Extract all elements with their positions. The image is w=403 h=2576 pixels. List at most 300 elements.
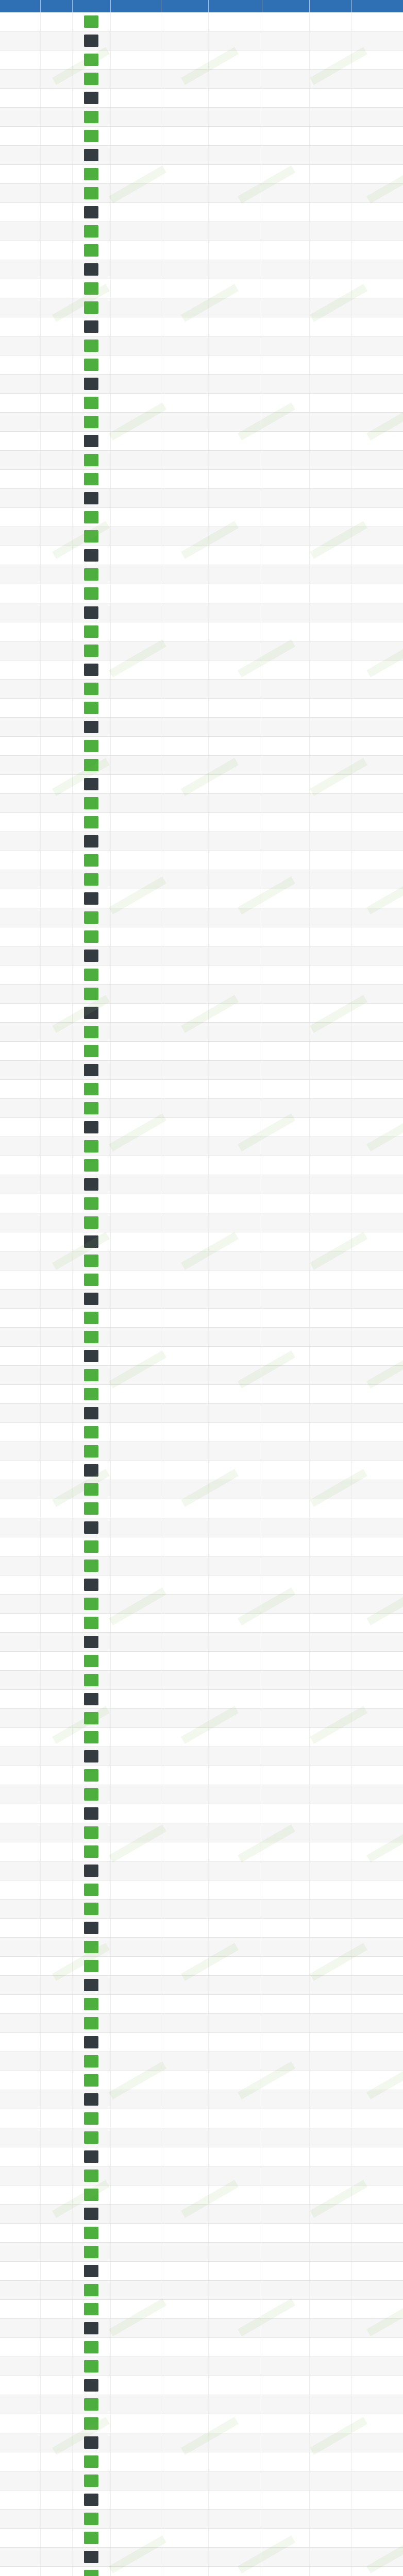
thumbnail-icon[interactable] <box>84 1845 98 1858</box>
thumbnail-icon[interactable] <box>84 1903 98 1915</box>
table-row[interactable] <box>0 680 403 699</box>
table-cell <box>110 1042 161 1061</box>
table-row[interactable] <box>0 1251 403 1270</box>
table-row[interactable] <box>0 394 403 413</box>
thumbnail-icon[interactable] <box>84 168 98 180</box>
thumbnail-icon[interactable] <box>84 73 98 85</box>
thumbnail-icon[interactable] <box>84 969 98 981</box>
thumbnail-icon[interactable] <box>84 2227 98 2239</box>
thumbnail-icon[interactable] <box>84 1483 98 1496</box>
table-row[interactable] <box>0 2529 403 2548</box>
table-row[interactable] <box>0 1080 403 1099</box>
table-row[interactable] <box>0 1785 403 1804</box>
table-row[interactable] <box>0 1919 403 1938</box>
thumbnail-icon[interactable] <box>84 2570 98 2576</box>
thumbnail-icon[interactable] <box>84 1083 98 1095</box>
table-row[interactable] <box>0 1290 403 1309</box>
table-row[interactable] <box>0 699 403 718</box>
table-cell <box>72 1518 110 1537</box>
table-row[interactable] <box>0 2224 403 2243</box>
thumbnail-icon[interactable] <box>84 2436 98 2449</box>
table-row[interactable] <box>0 1309 403 1328</box>
table-row[interactable] <box>0 794 403 813</box>
thumbnail-icon[interactable] <box>84 2246 98 2258</box>
thumbnail-icon[interactable] <box>84 1007 98 1019</box>
table-row[interactable] <box>0 527 403 546</box>
table-row[interactable] <box>0 2357 403 2376</box>
table-row[interactable] <box>0 851 403 870</box>
thumbnail-icon[interactable] <box>84 1579 98 1591</box>
table-row[interactable] <box>0 1423 403 1442</box>
table-row[interactable] <box>0 1728 403 1747</box>
table-row[interactable] <box>0 1976 403 1995</box>
thumbnail-icon[interactable] <box>84 187 98 199</box>
thumbnail-icon[interactable] <box>84 1159 98 1172</box>
thumbnail-icon[interactable] <box>84 930 98 943</box>
thumbnail-icon[interactable] <box>84 2379 98 2392</box>
table-row[interactable] <box>0 1118 403 1137</box>
thumbnail-icon[interactable] <box>84 1750 98 1762</box>
thumbnail-icon[interactable] <box>84 2360 98 2372</box>
table-row[interactable] <box>0 1213 403 1232</box>
table-row[interactable] <box>0 470 403 489</box>
thumbnail-icon[interactable] <box>84 2150 98 2163</box>
thumbnail-icon[interactable] <box>84 473 98 485</box>
table-row[interactable] <box>0 1614 403 1633</box>
table-row[interactable] <box>0 546 403 565</box>
table-row[interactable] <box>0 2471 403 2490</box>
table-row[interactable] <box>0 2548 403 2567</box>
thumbnail-icon[interactable] <box>84 2532 98 2544</box>
thumbnail-icon[interactable] <box>84 1064 98 1076</box>
table-row[interactable] <box>0 260 403 279</box>
table-cell <box>40 2548 72 2567</box>
table-row[interactable] <box>0 908 403 927</box>
table-cell <box>0 2109 40 2128</box>
table-row[interactable] <box>0 622 403 641</box>
table-row[interactable] <box>0 1556 403 1575</box>
thumbnail-icon[interactable] <box>84 1560 98 1572</box>
table-cell <box>208 2376 262 2395</box>
thumbnail-icon[interactable] <box>84 988 98 1000</box>
thumbnail-icon[interactable] <box>84 2322 98 2334</box>
table-row[interactable] <box>0 1537 403 1556</box>
table-row[interactable] <box>0 1709 403 1728</box>
table-row[interactable] <box>0 413 403 432</box>
table-row[interactable] <box>0 108 403 127</box>
thumbnail-icon[interactable] <box>84 206 98 218</box>
table-row[interactable] <box>0 718 403 737</box>
table-row[interactable] <box>0 375 403 394</box>
thumbnail-icon[interactable] <box>84 549 98 562</box>
table-row[interactable] <box>0 432 403 451</box>
thumbnail-icon[interactable] <box>84 797 98 809</box>
table-row[interactable] <box>0 1137 403 1156</box>
table-row[interactable] <box>0 1270 403 1290</box>
table-row[interactable] <box>0 1575 403 1595</box>
table-row[interactable] <box>0 2052 403 2071</box>
table-row[interactable] <box>0 1194 403 1213</box>
thumbnail-icon[interactable] <box>84 1216 98 1229</box>
thumbnail-icon[interactable] <box>84 816 98 828</box>
thumbnail-icon[interactable] <box>84 1788 98 1801</box>
table-cell <box>0 1251 40 1270</box>
thumbnail-icon[interactable] <box>84 1407 98 1419</box>
thumbnail-icon[interactable] <box>84 225 98 238</box>
column-header[interactable] <box>161 0 208 12</box>
thumbnail-icon[interactable] <box>84 1140 98 1153</box>
thumbnail-icon[interactable] <box>84 530 98 543</box>
table-row[interactable] <box>0 1385 403 1404</box>
thumbnail-icon[interactable] <box>84 1197 98 1210</box>
table-row[interactable] <box>0 2281 403 2300</box>
table-cell <box>161 1442 208 1461</box>
table-row[interactable] <box>0 146 403 165</box>
thumbnail-icon[interactable] <box>84 35 98 47</box>
thumbnail-icon[interactable] <box>84 873 98 886</box>
table-row[interactable] <box>0 2128 403 2147</box>
table-row[interactable] <box>0 2185 403 2205</box>
thumbnail-icon[interactable] <box>84 149 98 161</box>
thumbnail-icon[interactable] <box>84 1464 98 1477</box>
column-header[interactable] <box>309 0 351 12</box>
table-row[interactable] <box>0 2205 403 2224</box>
column-header[interactable] <box>262 0 309 12</box>
table-row[interactable] <box>0 2014 403 2033</box>
thumbnail-icon[interactable] <box>84 2341 98 2353</box>
table-row[interactable] <box>0 127 403 146</box>
table-row[interactable] <box>0 2166 403 2185</box>
thumbnail-icon[interactable] <box>84 950 98 962</box>
thumbnail-icon[interactable] <box>84 740 98 752</box>
table-row[interactable] <box>0 70 403 89</box>
table-row[interactable] <box>0 2319 403 2338</box>
table-row[interactable] <box>0 298 403 317</box>
table-row[interactable] <box>0 12 403 31</box>
thumbnail-icon[interactable] <box>84 1312 98 1324</box>
table-row[interactable] <box>0 1766 403 1785</box>
column-header[interactable] <box>72 0 110 12</box>
table-row[interactable] <box>0 1995 403 2014</box>
thumbnail-icon[interactable] <box>84 2093 98 2106</box>
thumbnail-icon[interactable] <box>84 54 98 66</box>
table-row[interactable] <box>0 1957 403 1976</box>
thumbnail-icon[interactable] <box>84 2036 98 2048</box>
table-row[interactable] <box>0 1042 403 1061</box>
column-header[interactable] <box>40 0 72 12</box>
thumbnail-icon[interactable] <box>84 320 98 333</box>
table-row[interactable] <box>0 489 403 508</box>
table-row[interactable] <box>0 1175 403 1194</box>
thumbnail-icon[interactable] <box>84 625 98 638</box>
table-cell <box>208 260 262 279</box>
thumbnail-icon[interactable] <box>84 1636 98 1648</box>
table-cell <box>262 1156 309 1175</box>
thumbnail-icon[interactable] <box>84 1388 98 1400</box>
table-row[interactable] <box>0 2567 403 2576</box>
thumbnail-icon[interactable] <box>84 2494 98 2506</box>
thumbnail-icon[interactable] <box>84 1502 98 1515</box>
table-row[interactable] <box>0 2109 403 2128</box>
table-row[interactable] <box>0 1880 403 1900</box>
table-row[interactable] <box>0 1938 403 1957</box>
thumbnail-icon[interactable] <box>84 759 98 771</box>
thumbnail-icon[interactable] <box>84 1331 98 1343</box>
table-row[interactable] <box>0 660 403 680</box>
table-row[interactable] <box>0 1804 403 1823</box>
table-row[interactable] <box>0 2071 403 2090</box>
column-header[interactable] <box>0 0 40 12</box>
thumbnail-icon[interactable] <box>84 664 98 676</box>
table-row[interactable] <box>0 451 403 470</box>
table-row[interactable] <box>0 2147 403 2166</box>
thumbnail-icon[interactable] <box>84 1026 98 1038</box>
table-row[interactable] <box>0 946 403 965</box>
thumbnail-icon[interactable] <box>84 1178 98 1191</box>
table-row[interactable] <box>0 1099 403 1118</box>
table-row[interactable] <box>0 2033 403 2052</box>
table-row[interactable] <box>0 1747 403 1766</box>
thumbnail-icon[interactable] <box>84 587 98 600</box>
table-row[interactable] <box>0 1595 403 1614</box>
table-row[interactable] <box>0 1842 403 1861</box>
table-row[interactable] <box>0 1156 403 1175</box>
table-row[interactable] <box>0 1499 403 1518</box>
thumbnail-icon[interactable] <box>84 1998 98 2010</box>
table-row[interactable] <box>0 1366 403 1385</box>
table-row[interactable] <box>0 2090 403 2109</box>
table-row[interactable] <box>0 1690 403 1709</box>
thumbnail-icon[interactable] <box>84 1255 98 1267</box>
table-cell <box>262 146 309 165</box>
thumbnail-icon[interactable] <box>84 15 98 28</box>
thumbnail-icon[interactable] <box>84 1674 98 1686</box>
thumbnail-icon[interactable] <box>84 1731 98 1743</box>
thumbnail-icon[interactable] <box>84 511 98 523</box>
table-row[interactable] <box>0 1023 403 1042</box>
thumbnail-icon[interactable] <box>84 1045 98 1057</box>
table-row[interactable] <box>0 355 403 375</box>
table-row[interactable] <box>0 1461 403 1480</box>
thumbnail-icon[interactable] <box>84 1274 98 1286</box>
table-row[interactable] <box>0 1004 403 1023</box>
thumbnail-icon[interactable] <box>84 1826 98 1839</box>
thumbnail-icon[interactable] <box>84 282 98 295</box>
table-row[interactable] <box>0 2433 403 2452</box>
thumbnail-icon[interactable] <box>84 2112 98 2125</box>
thumbnail-icon[interactable] <box>84 1941 98 1953</box>
table-row[interactable] <box>0 603 403 622</box>
table-cell <box>72 184 110 203</box>
thumbnail-icon[interactable] <box>84 130 98 142</box>
thumbnail-icon[interactable] <box>84 1807 98 1820</box>
thumbnail-icon[interactable] <box>84 683 98 695</box>
table-row[interactable] <box>0 184 403 203</box>
table-cell <box>309 2567 351 2576</box>
thumbnail-icon[interactable] <box>84 911 98 924</box>
thumbnail-icon[interactable] <box>84 2074 98 2087</box>
table-row[interactable] <box>0 1823 403 1842</box>
thumbnail-icon[interactable] <box>84 2551 98 2563</box>
table-row[interactable] <box>0 2262 403 2281</box>
table-cell <box>161 1842 208 1861</box>
column-header[interactable] <box>208 0 262 12</box>
table-row[interactable] <box>0 2490 403 2510</box>
table-cell <box>309 622 351 641</box>
thumbnail-icon[interactable] <box>84 2284 98 2296</box>
thumbnail-icon[interactable] <box>84 1617 98 1629</box>
table-row[interactable] <box>0 927 403 946</box>
thumbnail-icon[interactable] <box>84 645 98 657</box>
thumbnail-icon[interactable] <box>84 1521 98 1534</box>
thumbnail-icon[interactable] <box>84 2398 98 2411</box>
thumbnail-icon[interactable] <box>84 2189 98 2201</box>
thumbnail-icon[interactable] <box>84 568 98 581</box>
thumbnail-icon[interactable] <box>84 1235 98 1248</box>
table-row[interactable] <box>0 241 403 260</box>
thumbnail-icon[interactable] <box>84 2303 98 2315</box>
table-row[interactable] <box>0 775 403 794</box>
column-header[interactable] <box>351 0 403 12</box>
table-row[interactable] <box>0 1442 403 1461</box>
table-row[interactable] <box>0 2300 403 2319</box>
table-row[interactable] <box>0 737 403 756</box>
thumbnail-icon[interactable] <box>84 2455 98 2468</box>
table-row[interactable] <box>0 50 403 70</box>
thumbnail-icon[interactable] <box>84 1655 98 1667</box>
thumbnail-icon[interactable] <box>84 721 98 733</box>
table-row[interactable] <box>0 317 403 336</box>
thumbnail-icon[interactable] <box>84 2017 98 2029</box>
table-row[interactable] <box>0 508 403 527</box>
table-row[interactable] <box>0 2243 403 2262</box>
table-row[interactable] <box>0 2338 403 2357</box>
table-row[interactable] <box>0 870 403 889</box>
thumbnail-icon[interactable] <box>84 1369 98 1381</box>
table-row[interactable] <box>0 89 403 108</box>
thumbnail-icon[interactable] <box>84 1102 98 1114</box>
thumbnail-icon[interactable] <box>84 1865 98 1877</box>
thumbnail-icon[interactable] <box>84 1445 98 1458</box>
table-row[interactable] <box>0 1347 403 1366</box>
thumbnail-icon[interactable] <box>84 2513 98 2525</box>
thumbnail-icon[interactable] <box>84 778 98 790</box>
table-row[interactable] <box>0 1671 403 1690</box>
thumbnail-icon[interactable] <box>84 454 98 466</box>
table-row[interactable] <box>0 2414 403 2433</box>
table-cell <box>110 108 161 127</box>
thumbnail-icon[interactable] <box>84 1540 98 1553</box>
table-cell <box>110 2471 161 2490</box>
thumbnail-icon[interactable] <box>84 2170 98 2182</box>
thumbnail-icon[interactable] <box>84 892 98 905</box>
thumbnail-icon[interactable] <box>84 702 98 714</box>
thumbnail-icon[interactable] <box>84 1979 98 1991</box>
table-row[interactable] <box>0 565 403 584</box>
table-cell <box>0 222 40 241</box>
thumbnail-icon[interactable] <box>84 2131 98 2144</box>
thumbnail-icon[interactable] <box>84 1769 98 1782</box>
thumbnail-icon[interactable] <box>84 1884 98 1896</box>
table-row[interactable] <box>0 2376 403 2395</box>
thumbnail-icon[interactable] <box>84 1922 98 1934</box>
thumbnail-icon[interactable] <box>84 111 98 123</box>
table-row[interactable] <box>0 2395 403 2414</box>
column-header[interactable] <box>110 0 161 12</box>
thumbnail-icon[interactable] <box>84 340 98 352</box>
table-row[interactable] <box>0 889 403 908</box>
table-row[interactable] <box>0 203 403 222</box>
thumbnail-icon[interactable] <box>84 2208 98 2220</box>
table-row[interactable] <box>0 1900 403 1919</box>
thumbnail-icon[interactable] <box>84 2417 98 2430</box>
table-cell <box>40 451 72 470</box>
thumbnail-icon[interactable] <box>84 1598 98 1610</box>
thumbnail-icon[interactable] <box>84 416 98 428</box>
table-row[interactable] <box>0 1652 403 1671</box>
table-row[interactable] <box>0 1633 403 1652</box>
table-row[interactable] <box>0 1404 403 1423</box>
thumbnail-icon[interactable] <box>84 2055 98 2067</box>
table-row[interactable] <box>0 641 403 660</box>
thumbnail-icon[interactable] <box>84 1350 98 1362</box>
thumbnail-icon[interactable] <box>84 301 98 314</box>
thumbnail-icon[interactable] <box>84 397 98 409</box>
thumbnail-icon[interactable] <box>84 2475 98 2487</box>
table-row[interactable] <box>0 584 403 603</box>
table-row[interactable] <box>0 1232 403 1251</box>
thumbnail-icon[interactable] <box>84 1693 98 1705</box>
table-row[interactable] <box>0 1061 403 1080</box>
thumbnail-icon[interactable] <box>84 359 98 371</box>
table-row[interactable] <box>0 1518 403 1537</box>
table-row[interactable] <box>0 165 403 184</box>
thumbnail-icon[interactable] <box>84 492 98 504</box>
table-row[interactable] <box>0 222 403 241</box>
table-cell <box>161 394 208 413</box>
thumbnail-icon[interactable] <box>84 1426 98 1438</box>
table-row[interactable] <box>0 2452 403 2471</box>
thumbnail-icon[interactable] <box>84 1293 98 1305</box>
thumbnail-icon[interactable] <box>84 2265 98 2277</box>
thumbnail-icon[interactable] <box>84 378 98 390</box>
table-row[interactable] <box>0 832 403 851</box>
thumbnail-icon[interactable] <box>84 1960 98 1972</box>
thumbnail-icon[interactable] <box>84 1712 98 1724</box>
table-row[interactable] <box>0 336 403 355</box>
table-row[interactable] <box>0 985 403 1004</box>
thumbnail-icon[interactable] <box>84 854 98 867</box>
thumbnail-icon[interactable] <box>84 606 98 619</box>
table-row[interactable] <box>0 1861 403 1880</box>
table-row[interactable] <box>0 813 403 832</box>
thumbnail-icon[interactable] <box>84 244 98 257</box>
table-row[interactable] <box>0 1480 403 1499</box>
table-row[interactable] <box>0 756 403 775</box>
thumbnail-icon[interactable] <box>84 435 98 447</box>
thumbnail-icon[interactable] <box>84 835 98 848</box>
table-row[interactable] <box>0 2510 403 2529</box>
thumbnail-icon[interactable] <box>84 92 98 104</box>
thumbnail-icon[interactable] <box>84 263 98 276</box>
table-row[interactable] <box>0 279 403 298</box>
table-row[interactable] <box>0 965 403 985</box>
table-row[interactable] <box>0 31 403 50</box>
thumbnail-icon[interactable] <box>84 1121 98 1133</box>
table-row[interactable] <box>0 1328 403 1347</box>
table-cell <box>208 336 262 355</box>
table-cell <box>0 851 40 870</box>
